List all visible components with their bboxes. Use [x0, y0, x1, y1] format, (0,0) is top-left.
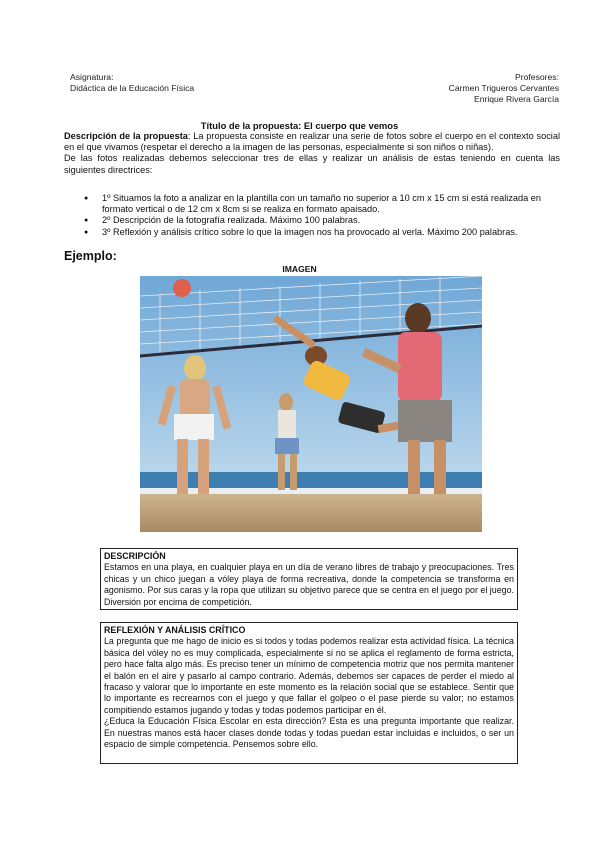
reflection-body-question: ¿Educa la Educación Física Escolar en esta dirección? Esta es una pregunta importante que realizar. En nuestras manos está hacer clases donde todas y todas puedan estar incluidas e incluidos, o ser un espacio de simple competencia. Pensemos sobre ello.: [104, 716, 514, 750]
teacher-name: Carmen Trigueros Cervantes: [448, 83, 559, 93]
teachers-label: Profesores:: [515, 72, 559, 82]
reflection-box: [100, 622, 518, 764]
example-heading: Ejemplo:: [64, 249, 117, 263]
beach-volleyball-image: [140, 276, 482, 532]
reflection-heading: REFLEXIÓN Y ANÁLISIS CRÍTICO: [104, 625, 246, 635]
subject-header: [70, 72, 194, 94]
teachers-header: [449, 72, 559, 105]
list-item: ● 3º Reflexión y análisis crítico sobre lo que la imagen nos ha provocado al verla. Máximo 200 palabras.: [64, 227, 564, 238]
list-item: ● 1º Situamos la foto a analizar en la plantilla con un tamaño no superior a 10 cm x 15 cm si está realizada en formato vertical o de 12 cm x 8cm si se realiza en formato apaisado.: [64, 193, 564, 215]
description-label: Descripción de la propuesta: [64, 131, 188, 141]
list-item: ● 2º Descripción de la fotografía realizada. Máximo 100 palabras.: [64, 215, 564, 226]
guidelines-list: [64, 193, 564, 238]
reflection-body: La pregunta que me hago de inicio es si todos y todas podemos realizar esta actividad física. La técnica básica del vóley no es muy complicada, especialmente si no se aplica el reglamento de forma estricta, pero hace falta algo más. Es preciso tener un mínimo de competencia motriz que nos permita mantener el balón en el aire y pasarlo al campo contrario. Además, debemos ser capaces de perder el miedo al fracaso y valorar que lo importante en este momento es la relación social que se establece. Sentir que lo importante es recrearnos con el juego y que fallar el golpeo o el pase pierde su valor; no estamos compitiendo estamos jugando y todas y todas podemos participar en él.: [104, 636, 514, 715]
description-heading: DESCRIPCIÓN: [104, 551, 166, 561]
proposal-description: [64, 131, 560, 176]
description-box: [100, 548, 518, 610]
description-text: : La propuesta consiste en realizar una serie de fotos sobre el cuerpo en el contexto social en el que vivamos (respetar el derecho a la imagen de las personas, especialmente si son niños o niñas).: [64, 131, 560, 153]
subject-name: Didáctica de la Educación Física: [70, 83, 195, 93]
proposal-title: Título de la propuesta: El cuerpo que vemos: [200, 120, 399, 131]
teacher-name: Enrique Rivera García: [473, 94, 559, 104]
description-body: Estamos en una playa, en cualquier playa en un día de verano libres de trabajo y preocupaciones. Tres chicas y un chico juegan a vóley playa de forma recreativa, donde la competencia se transforma en agonismo. Por sus caras y la ropa que utilizan su objetivo parece que se centra en el juego por el juego. Diversión por encima de competición.: [104, 562, 514, 607]
instructions-text: De las fotos realizadas debemos seleccionar tres de ellas y realizar un análisis de estas teniendo en cuenta las siguientes directrices:: [64, 153, 560, 175]
volleyball-photo: [140, 276, 482, 532]
subject-label: Asignatura:: [70, 72, 114, 82]
image-label: IMAGEN: [282, 264, 317, 274]
